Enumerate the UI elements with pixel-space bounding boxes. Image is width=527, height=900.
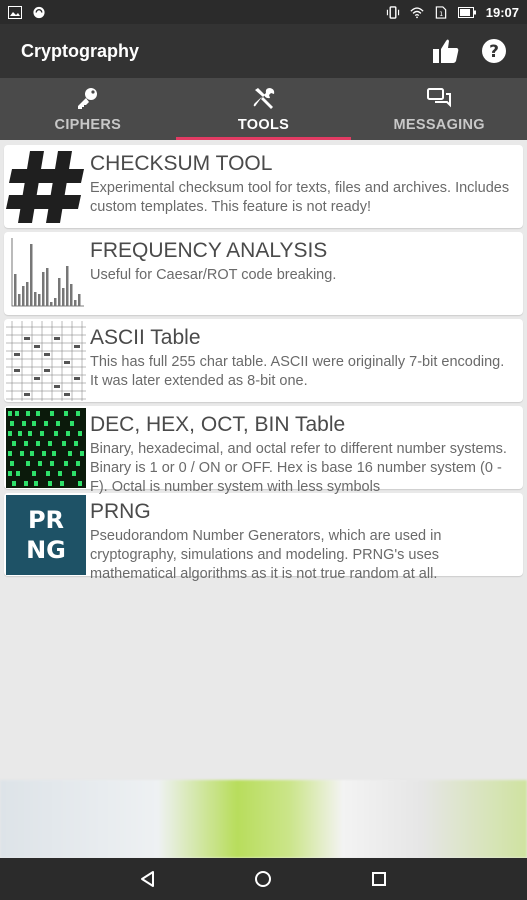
tool-card-frequency-analysis[interactable] — [4, 232, 523, 315]
ad-banner[interactable] — [0, 780, 527, 858]
tool-description: Experimental checksum tool for texts, files and archives. Includes custom templates. This feature is not ready! — [90, 180, 510, 215]
help-button[interactable] — [479, 36, 509, 66]
status-bar — [0, 0, 527, 24]
svg-text:?: ? — [489, 42, 499, 62]
back-icon — [139, 870, 157, 888]
home-icon — [254, 870, 272, 888]
tool-title: CHECKSUM TOOL — [90, 152, 273, 175]
binary-code-thumbnail — [6, 408, 86, 488]
ascii-table-thumbnail — [6, 321, 86, 401]
key-icon — [76, 86, 100, 110]
tool-description: This has full 255 char table. ASCII were originally 7-bit encoding. It was later extended as 8-bit one. — [90, 354, 505, 389]
app-title: Cryptography — [21, 40, 140, 61]
image-icon — [8, 6, 22, 19]
bar-chart-thumbnail — [6, 234, 86, 314]
prng-logo-line-1: PR — [27, 506, 65, 534]
tab-label: MESSAGING — [393, 117, 485, 133]
tool-description: Pseudorandom Number Generators, which are used in cryptography, simulations and modeling. PRNG's uses mathematical algorithms as it is not true random at all. — [90, 528, 442, 582]
tools-list — [4, 145, 523, 580]
tool-title: FREQUENCY ANALYSIS — [90, 239, 328, 262]
tool-title: PRNG — [90, 500, 151, 523]
tools-icon — [252, 86, 276, 110]
prng-logo — [6, 495, 86, 575]
tab-bar — [0, 78, 527, 140]
tool-card-number-systems[interactable] — [4, 406, 523, 495]
sim-icon — [434, 6, 448, 19]
prng-logo-line-2: NG — [26, 536, 66, 564]
tool-card-prng[interactable] — [4, 493, 523, 582]
tool-description: Useful for Caesar/ROT code breaking. — [90, 267, 337, 283]
back-button[interactable] — [133, 864, 163, 894]
tool-title: ASCII Table — [90, 326, 201, 349]
tool-card-ascii-table[interactable] — [4, 319, 523, 402]
hash-icon — [6, 147, 86, 227]
app-bar — [0, 24, 527, 78]
thumbs-up-button[interactable] — [431, 36, 461, 66]
vibrate-icon — [386, 6, 400, 19]
tool-title: DEC, HEX, OCT, BIN Table — [90, 413, 346, 436]
svg-text:1: 1 — [438, 9, 444, 18]
tab-messaging[interactable] — [351, 78, 527, 140]
clock: 19:07 — [485, 4, 519, 20]
tab-ciphers[interactable] — [0, 78, 176, 140]
wifi-icon — [410, 6, 424, 19]
sync-icon — [32, 6, 46, 19]
navigation-bar — [0, 858, 527, 900]
home-button[interactable] — [248, 864, 278, 894]
tab-tools[interactable] — [176, 78, 352, 140]
tool-card-checksum[interactable] — [4, 145, 523, 228]
recents-icon — [371, 871, 387, 887]
battery-icon — [458, 7, 476, 18]
tab-label: TOOLS — [237, 117, 290, 133]
tool-description: Binary, hexadecimal, and octal refer to different number systems. Binary is 1 or 0 / ON or OFF. Hex is base 16 number system (0 - F). Octal is number system with less symbols — [90, 441, 507, 495]
thumbs-up-icon — [432, 38, 460, 64]
chat-icon — [427, 87, 451, 109]
tab-label: CIPHERS — [54, 117, 122, 133]
recents-button[interactable] — [364, 864, 394, 894]
help-icon — [481, 38, 507, 64]
